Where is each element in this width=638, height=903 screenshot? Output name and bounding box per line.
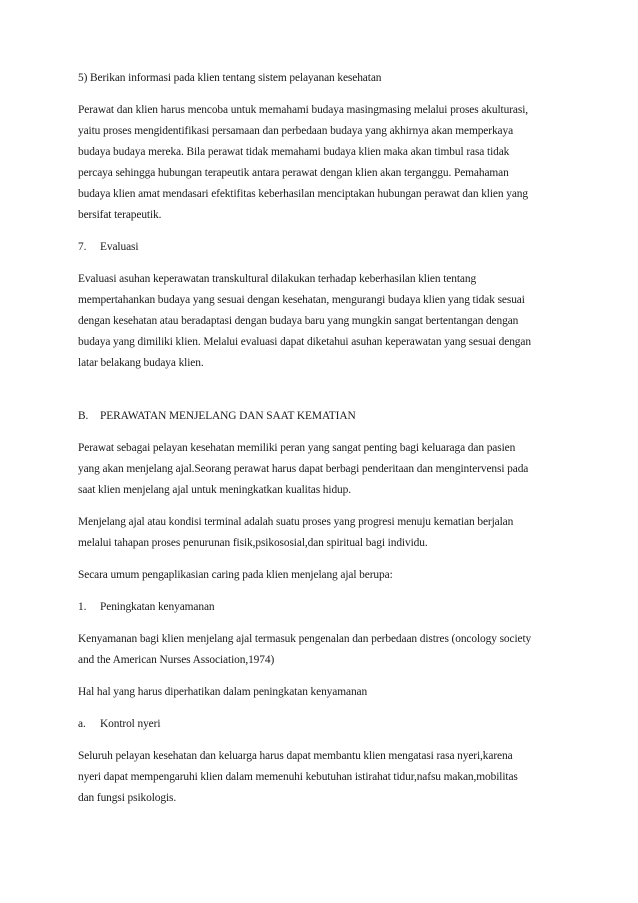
heading-kontrol-nyeri [78, 714, 568, 735]
heading-number: a. [78, 718, 86, 730]
heading-text: Evaluasi [100, 241, 139, 253]
paragraph-caring: Secara umum pengaplikasian caring pada klien menjelang ajal berupa: [78, 569, 393, 581]
paragraph-menjelang-ajal [78, 512, 568, 554]
paragraph-line: saat klien menjelang ajal untuk meningkatkan kualitas hidup. [78, 484, 351, 496]
paragraph-akulturasi [78, 100, 568, 226]
heading-text: Peningkatan kenyamanan [100, 601, 215, 613]
paragraph-line: budaya yang dimiliki klien. Melalui evaluasi dapat diketahui asuhan keperawatan yang sesuai dengan [78, 336, 531, 348]
paragraph-line: melalui tahapan proses penurunan fisik,psikososial,dan spiritual bagi individu. [78, 537, 428, 549]
heading-evaluasi [78, 237, 568, 258]
paragraph-line: and the American Nurses Association,1974) [78, 654, 275, 666]
paragraph-line: percaya sehingga hubungan terapeutik antara perawat dengan klien akan terganggu. Pemahaman [78, 167, 509, 179]
paragraph-kenyamanan [78, 629, 568, 671]
paragraph-hal-hal: Hal hal yang harus diperhatikan dalam peningkatan kenyamanan [78, 686, 368, 698]
paragraph-line: yaitu proses mengidentifikasi persamaan dan perbedaan budaya yang akhirnya akan memperkaya [78, 125, 514, 137]
heading-number: 1. [78, 601, 87, 613]
paragraph-line: budaya budaya mereka. Bila perawat tidak memahami budaya klien maka akan timbul rasa tidak [78, 146, 510, 158]
paragraph-evaluasi [78, 269, 568, 374]
paragraph-line: bersifat terapeutik. [78, 209, 162, 221]
paragraph-line: latar belakang budaya klien. [78, 357, 204, 369]
paragraph-line: dengan kesehatan atau beradaptasi dengan budaya baru yang mungkin sangat bertentangan dengan [78, 315, 519, 327]
paragraph-line: Perawat dan klien harus mencoba untuk memahami budaya masingmasing melalui proses akulturasi, [78, 104, 529, 116]
section-heading-b [78, 406, 568, 427]
paragraph-nyeri [78, 746, 568, 809]
heading-text: Kontrol nyeri [100, 718, 161, 730]
paragraph-perawat-pelayan [78, 438, 568, 501]
heading-text: PERAWATAN MENJELANG DAN SAAT KEMATIAN [100, 410, 356, 422]
paragraph-line: mempertahankan budaya yang sesuai dengan kesehatan, mengurangi budaya klien yang tidak sesuai [78, 294, 525, 306]
heading-number: 7. [78, 241, 87, 253]
paragraph-line: yang akan menjelang ajal.Seorang perawat harus dapat berbagi penderitaan dan mengintervensi pada [78, 463, 529, 475]
list-item-5: 5) Berikan informasi pada klien tentang sistem pelayanan kesehatan [78, 72, 382, 84]
paragraph-line: budaya klien amat mendasari efektifitas keberhasilan menciptakan hubungan perawat dan klien yang [78, 188, 528, 200]
paragraph-line: dan fungsi psikologis. [78, 792, 177, 804]
paragraph-line: Menjelang ajal atau kondisi terminal adalah suatu proses yang progresi menuju kematian berjalan [78, 516, 514, 528]
paragraph-line: nyeri dapat mempengaruhi klien dalam memenuhi kebutuhan istirahat tidur,nafsu makan,mobilitas [78, 771, 518, 783]
paragraph-line: Evaluasi asuhan keperawatan transkultural dilakukan terhadap keberhasilan klien tentang [78, 273, 477, 285]
heading-number: B. [78, 410, 89, 422]
paragraph-line: Kenyamanan bagi klien menjelang ajal termasuk pengenalan dan perbedaan distres (oncology society [78, 633, 532, 645]
paragraph-line: Seluruh pelayan kesehatan dan keluarga harus dapat membantu klien mengatasi rasa nyeri,karena [78, 750, 513, 762]
paragraph-line: Perawat sebagai pelayan kesehatan memiliki peran yang sangat penting bagi keluaraga dan pasien [78, 442, 516, 454]
heading-kenyamanan [78, 597, 568, 618]
